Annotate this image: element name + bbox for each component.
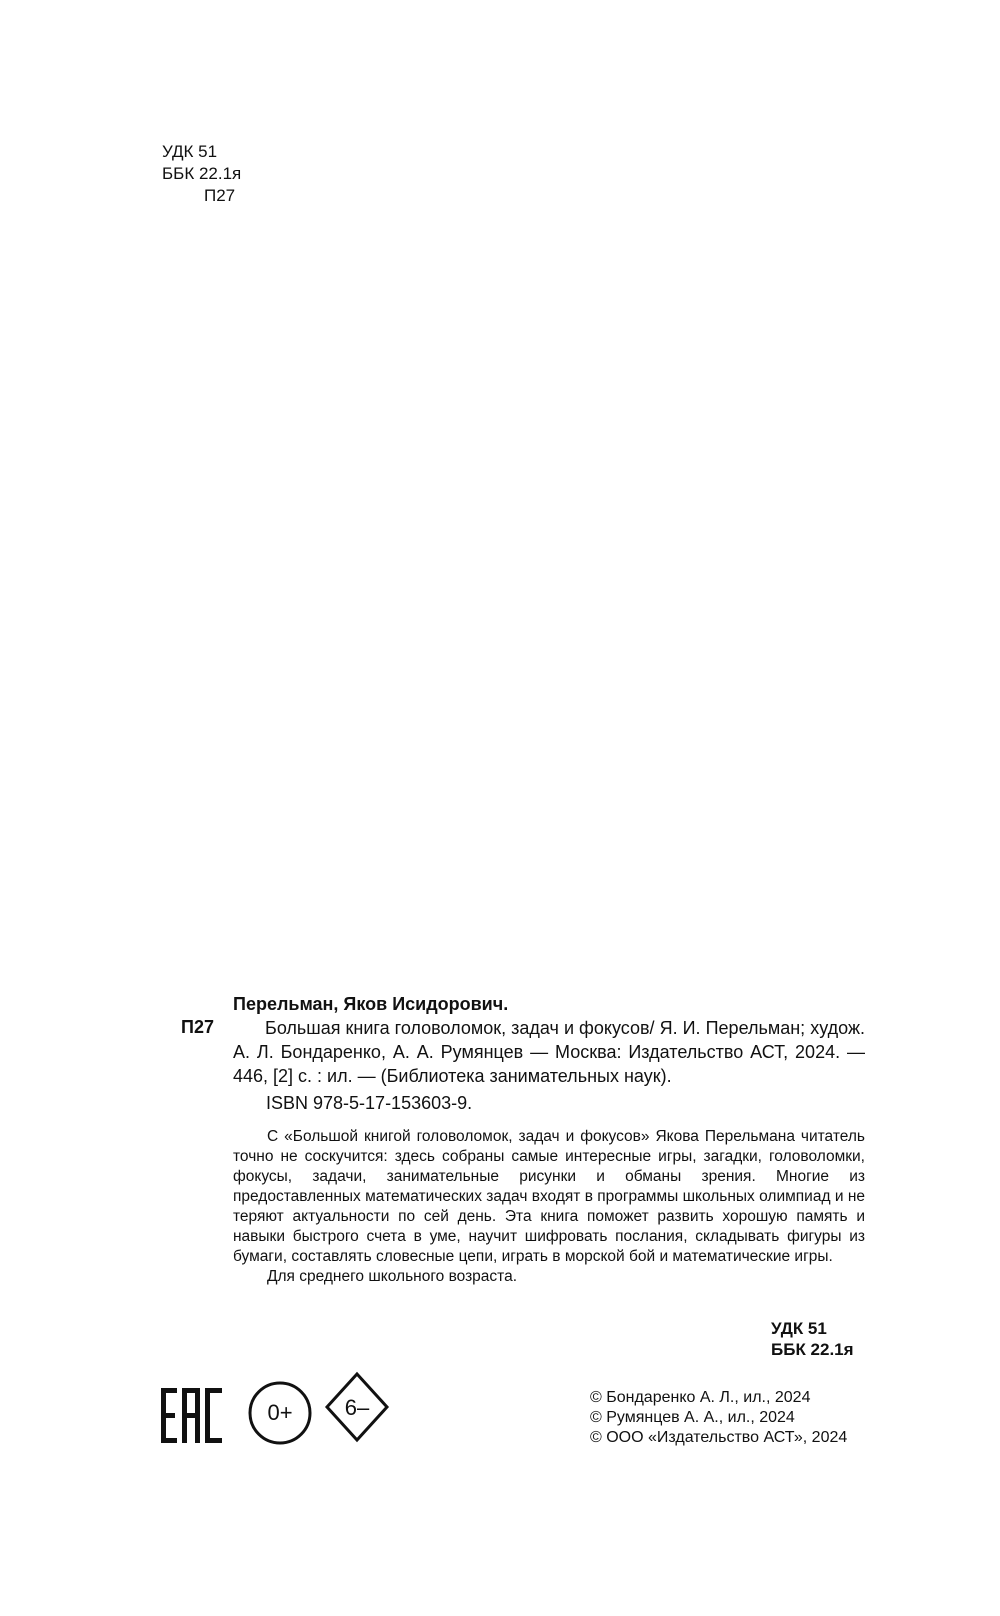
bottom-classification xyxy=(771,1318,854,1360)
udk-code-bottom: УДК 51 xyxy=(771,1319,827,1338)
isbn: ISBN 978-5-17-153603-9. xyxy=(266,1093,473,1113)
annotation xyxy=(233,1127,865,1287)
eac-mark-icon xyxy=(161,1388,223,1448)
rating-mark xyxy=(324,1371,390,1448)
audience-note: Для среднего школьного возраста. xyxy=(267,1268,518,1285)
bibliographic-description: Большая книга головоломок, задач и фокусов/ Я. И. Перельман; худож. А. Л. Бондаренко, А. А. Румянцев — Москва: Издательство АСТ, 2024. — 446, [2] с. : ил. — (Библиотека занимательных наук). xyxy=(233,1018,865,1086)
author-heading: Перельман, Яков Исидорович. xyxy=(233,994,509,1014)
author-sign: П27 xyxy=(204,186,236,205)
bbk-code: ББК 22.1я xyxy=(162,164,242,183)
annotation-text: С «Большой книгой головоломок, задач и фокусов» Якова Перельмана читатель точно не соскучится: здесь собраны самые интересные игры, загадки, головоломки, фокусы, задачи, занимательные рисунки и обманы зрения. Многие из предоставленных математических задач входят в программы школьных олимпиад и не теряют актуальности по сей день. Эта книга поможет развить хорошую память и навыки быстрого счета в уме, научит шифровать послания, складывать фигуры из бумаги, составлять словесные цепи, играть в морской бой и математические игры. xyxy=(233,1128,865,1265)
author-code: П27 xyxy=(181,1017,214,1037)
rating-label: 6– xyxy=(344,1395,370,1420)
udk-code: УДК 51 xyxy=(162,142,218,161)
copyright-line: © Румянцев А. А., ил., 2024 xyxy=(590,1409,795,1426)
copyright-block xyxy=(590,1388,847,1448)
top-classification xyxy=(162,141,241,207)
copyright-line: © ООО «Издательство АСТ», 2024 xyxy=(590,1429,848,1446)
bbk-code-bottom: ББК 22.1я xyxy=(771,1340,854,1359)
copyright-line: © Бондаренко А. Л., ил., 2024 xyxy=(590,1389,811,1406)
age-limit-mark xyxy=(247,1380,313,1451)
age-label: 0+ xyxy=(267,1400,293,1425)
